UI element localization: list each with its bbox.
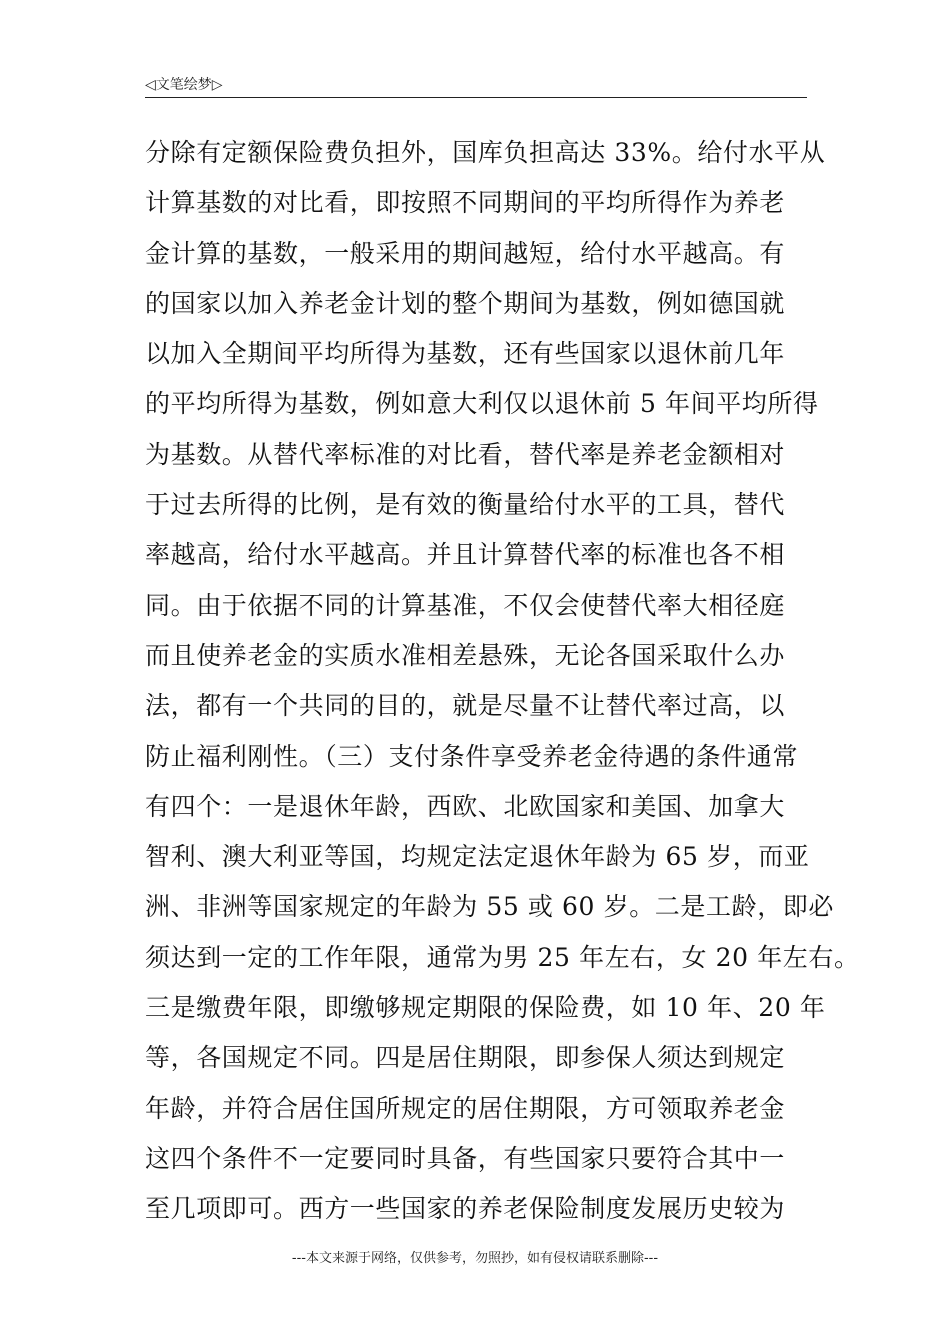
header-title: ◁文笔绘梦▷ — [145, 77, 223, 93]
body-line: 分除有定额保险费负担外，国库负担高达 33%。给付水平从 — [145, 138, 826, 167]
body-line: 于过去所得的比例，是有效的衡量给付水平的工具，替代 — [145, 490, 786, 520]
body-line: 等，各国规定不同。四是居住期限，即参保人须达到规定 — [145, 1043, 786, 1073]
body-line: 年龄，并符合居住国所规定的居住期限，方可领取养老金 — [145, 1093, 786, 1123]
body-line: 洲、非洲等国家规定的年龄为 55 或 60 岁。二是工龄，即必 — [145, 892, 835, 922]
body-line: 率越高，给付水平越高。并且计算替代率的标准也各不相 — [145, 540, 786, 570]
body-line: 智利、澳大利亚等国，均规定法定退休年龄为 65 岁，而亚 — [145, 842, 810, 872]
body-line: 而且使养老金的实质水准相差悬殊，无论各国采取什么办 — [145, 640, 786, 670]
body-line: 金计算的基数，一般采用的期间越短，给付水平越高。有 — [145, 238, 786, 268]
body-line: 这四个条件不一定要同时具备，有些国家只要符合其中一 — [145, 1143, 786, 1173]
page-footer: ---本文来源于网络，仅供参考，勿照抄，如有侵权请联系删除--- — [291, 1251, 659, 1266]
body-line: 有四个：一是退休年龄，西欧、北欧国家和美国、加拿大 — [145, 791, 786, 821]
body-line: 的平均所得为基数，例如意大利仅以退休前 5 年间平均所得 — [145, 389, 819, 419]
page-header — [145, 72, 807, 98]
body-line: 须达到一定的工作年限，通常为男 25 年左右，女 20 年左右。 — [145, 942, 860, 972]
body-line: 计算基数的对比看，即按照不同期间的平均所得作为养老 — [145, 188, 786, 218]
body-line: 同。由于依据不同的计算基准，不仅会使替代率大相径庭 — [145, 590, 786, 620]
body-line: 为基数。从替代率标准的对比看，替代率是养老金额相对 — [145, 439, 786, 469]
document-body — [145, 128, 860, 1235]
body-line: 至几项即可。西方一些国家的养老保险制度发展历史较为 — [145, 1194, 786, 1224]
body-line: 的国家以加入养老金计划的整个期间为基数，例如德国就 — [145, 288, 786, 318]
body-line: 三是缴费年限，即缴够规定期限的保险费，如 10 年、20 年 — [145, 993, 826, 1023]
body-line: 以加入全期间平均所得为基数，还有些国家以退休前几年 — [145, 339, 786, 369]
body-line: 法，都有一个共同的目的，就是尽量不让替代率过高，以 — [145, 691, 786, 721]
body-line: 防止福利刚性。（三）支付条件享受养老金待遇的条件通常 — [145, 741, 799, 771]
